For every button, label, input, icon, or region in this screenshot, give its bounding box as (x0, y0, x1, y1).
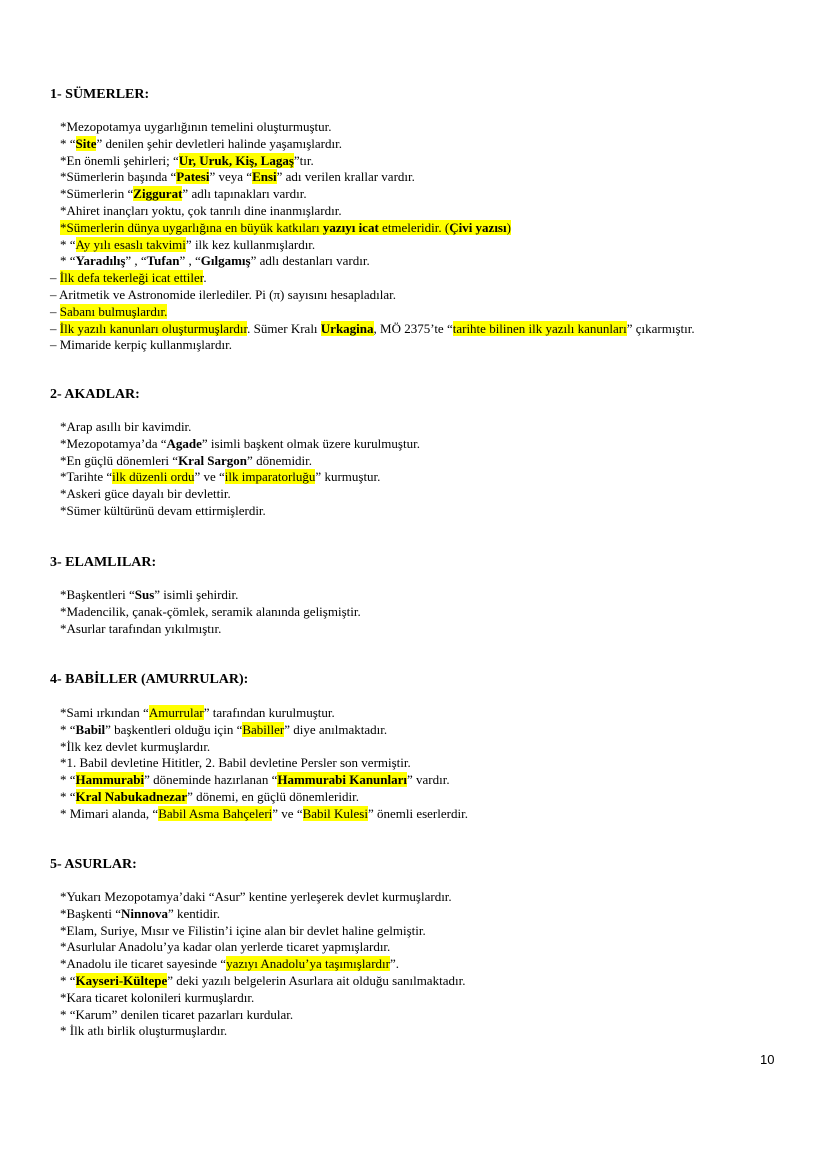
text-segment: ” , “ (125, 253, 147, 269)
text-segment: ” çıkarmıştır. (626, 320, 695, 336)
bullet-list-item (60, 587, 238, 604)
bullet-list-item (60, 1007, 293, 1024)
highlighted-text: Ensi (252, 169, 277, 185)
highlighted-text: Amurrular (148, 705, 204, 720)
bullet-list-item (60, 136, 342, 153)
text-segment: *Asurlular Anadolu’ya kadar olan yerlerde ticaret yapmışlardır. (60, 939, 391, 955)
text-segment: *Arap asıllı bir kavimdir. (60, 419, 192, 434)
highlighted-text: Kayseri-Kültepe (75, 973, 168, 988)
bullet-list-item (60, 503, 266, 520)
page-number: 10 (760, 1052, 775, 1067)
bullet-list-item (60, 153, 314, 170)
text-segment: *Madencilik, çanak-çömlek, seramik alanında gelişmiştir. (60, 603, 361, 619)
bullet-list-item (60, 956, 399, 973)
bullet-list-item (60, 253, 370, 270)
bullet-list-item (60, 169, 415, 186)
highlighted-text: yazıyı Anadolu’ya taşımışlardır (226, 956, 390, 972)
bullet-list-item (60, 1023, 227, 1040)
text-segment: ” adı verilen krallar vardır. (276, 169, 415, 185)
bullet-list-item (60, 889, 452, 906)
bold-text: Agade (166, 435, 202, 451)
bold-text: Kral Sargon (178, 452, 248, 468)
text-segment: *Kara ticaret kolonileri kurmuşlardır. (60, 989, 255, 1005)
text-segment: * “ (60, 253, 76, 269)
highlighted-text: Ziggurat (133, 186, 183, 202)
dash-list-item (50, 321, 695, 338)
bullet-list-item (60, 203, 342, 220)
text-segment: * “ (60, 772, 76, 788)
text-segment: ” ilk kez kullanmışlardır. (185, 236, 316, 252)
text-segment: * “ (60, 236, 76, 252)
text-segment: ” önemli eserlerdir. (367, 805, 468, 821)
highlighted-text: Babiller (242, 721, 285, 737)
highlighted-text: İlk yazılı kanunları oluşturmuşlardır (59, 320, 248, 336)
bullet-list-item (60, 419, 191, 436)
text-segment: ” tarafından kurulmuştur. (203, 705, 335, 720)
text-segment: *Tarihte “ (60, 469, 113, 485)
text-segment: – Mimaride kerpiç kullanmışlardır. (50, 337, 232, 353)
text-segment: ” kurmuştur. (315, 469, 381, 485)
bullet-list-item (60, 939, 390, 956)
highlighted-text: tarihte bilinen ilk yazılı kanunları (452, 320, 627, 336)
text-segment: *Sümer kültürünü devam ettirmişlerdir. (60, 503, 266, 518)
text-segment: * “ (60, 789, 76, 804)
text-segment: *Mezopotamya uygarlığının temelini oluşturmuştur. (60, 119, 332, 134)
bullet-list-item (60, 186, 307, 203)
text-segment: , MÖ 2375’te “ (373, 320, 453, 336)
text-segment: * İlk atlı birlik oluşturmuşlardır. (60, 1023, 228, 1039)
text-segment: – Aritmetik ve Astronomide ilerlediler. Pi (π) sayısını hesapladılar. (50, 287, 396, 302)
text-segment: ” ve “ (272, 805, 303, 821)
text-segment: ” isimli şehirdir. (154, 587, 239, 602)
text-segment: ” dönemidir. (247, 452, 313, 468)
text-segment: *Elam, Suriye, Mısır ve Filistin’i içine alan bir devlet haline gelmiştir. (60, 922, 426, 938)
text-segment: *1. Babil devletine Hititler, 2. Babil devletine Persler son vermiştir. (60, 755, 411, 771)
text-segment: – (50, 320, 60, 336)
highlighted-text: Babil Kulesi (302, 805, 368, 821)
text-segment: ”tır. (293, 152, 314, 168)
text-segment: – (50, 303, 60, 319)
text-segment: * Mimari alanda, “ (60, 805, 159, 821)
section-title: 4- BABİLLER (AMURRULAR): (50, 672, 249, 687)
text-segment: . (203, 270, 207, 286)
highlighted-text: Sabanı bulmuşlardır. (59, 303, 168, 319)
highlighted-text: Kral Nabukadnezar (75, 789, 188, 804)
text-segment: *Anadolu ile ticaret sayesinde “ (60, 956, 227, 972)
text-segment: ” dönemi, en güçlü dönemleridir. (187, 789, 359, 804)
bullet-list-item (60, 119, 332, 136)
highlighted-text: etmeleridir. ( (378, 219, 450, 235)
bold-text: Yaradılış (75, 253, 126, 269)
text-segment: *Sümerlerin “ (60, 186, 134, 202)
bullet-list-item (60, 436, 420, 453)
highlighted-text: İlk defa tekerleği icat ettiler (59, 270, 204, 286)
section-title: 2- AKADLAR: (50, 387, 140, 402)
text-segment: ” başkentleri olduğu için “ (105, 721, 243, 737)
bullet-list-item (60, 621, 221, 638)
dash-list-item (50, 337, 232, 354)
bullet-list-item (60, 453, 312, 470)
bullet-list-item (60, 923, 426, 940)
text-segment: . Sümer Kralı (247, 320, 321, 336)
text-segment: ” kentidir. (167, 905, 220, 921)
text-segment: ” denilen şehir devletleri halinde yaşamışlardır. (96, 135, 342, 151)
bullet-list-item (60, 220, 511, 237)
text-segment: ”. (389, 956, 399, 972)
highlighted-text: Ur, Uruk, Kiş, Lagaş (178, 152, 294, 168)
text-segment: *En önemli şehirleri; “ (60, 152, 179, 168)
section-title: 1- SÜMERLER: (50, 87, 150, 102)
text-segment: ” , “ (179, 253, 201, 269)
text-segment: *Başkenti “ (60, 905, 122, 921)
text-segment: *Askeri güce dayalı bir devlettir. (60, 486, 231, 502)
highlighted-text: ilk düzenli ordu (112, 469, 195, 485)
text-segment: ” isimli başkent olmak üzere kurulmuştur. (201, 435, 420, 451)
highlighted-text: Babil Asma Bahçeleri (158, 805, 273, 821)
highlighted-text: Çivi yazısı (449, 219, 507, 235)
text-segment: *Asurlar tarafından yıkılmıştır. (60, 620, 222, 636)
bold-text: Tufan (146, 253, 180, 269)
highlighted-text: Hammurabi Kanunları (277, 772, 408, 788)
bullet-list-item (60, 705, 335, 722)
text-segment: *Ahiret inançları yoktu, çok tanrılı dine inanmışlardır. (60, 203, 342, 218)
text-segment: ” deki yazılı belgelerin Asurlara ait olduğu sanılmaktadır. (167, 973, 466, 988)
bullet-list-item (60, 806, 468, 823)
highlighted-text: Urkagina (320, 320, 374, 336)
bold-text: Babil (75, 721, 106, 737)
bullet-list-item (60, 722, 387, 739)
text-segment: ” veya “ (209, 169, 253, 185)
bold-text: Sus (134, 587, 155, 602)
text-segment: ” vardır. (407, 772, 450, 788)
bullet-list-item (60, 789, 359, 806)
text-segment: * “ (60, 721, 76, 737)
dash-list-item (50, 287, 396, 304)
text-segment: ” diye anılmaktadır. (284, 721, 388, 737)
bold-text: Gılgamış (200, 253, 251, 269)
bullet-list-item (60, 772, 450, 789)
text-segment: *En güçlü dönemleri “ (60, 452, 179, 468)
highlighted-text: ) (506, 219, 511, 235)
bullet-list-item (60, 973, 465, 990)
bullet-list-item (60, 739, 210, 756)
dash-list-item (50, 270, 207, 287)
text-segment: * “Karum” denilen ticaret pazarları kurdular. (60, 1006, 294, 1022)
text-segment: *Sami ırkından “ (60, 705, 149, 720)
bullet-list-item (60, 604, 361, 621)
text-segment: * “ (60, 135, 76, 151)
highlighted-text: Site (75, 135, 97, 151)
text-segment: ” adlı tapınakları vardır. (182, 186, 307, 202)
text-segment: *Yukarı Mezopotamya’daki “Asur” kentine yerleşerek devlet kurmuşlardır. (60, 889, 452, 904)
text-segment: ” döneminde hazırlanan “ (144, 772, 278, 788)
bullet-list-item (60, 469, 380, 486)
highlighted-text: ilk imparatorluğu (224, 469, 316, 485)
highlighted-text: *Sümerlerin dünya uygarlığına en büyük katkıları (60, 219, 323, 235)
bullet-list-item (60, 237, 315, 254)
text-segment: ” adlı destanları vardır. (250, 253, 370, 269)
bold-text: Ninnova (121, 905, 168, 921)
text-segment: *İlk kez devlet kurmuşlardır. (60, 738, 211, 754)
text-segment: ” ve “ (194, 469, 225, 485)
text-segment: *Başkentleri “ (60, 587, 135, 602)
bullet-list-item (60, 755, 411, 772)
text-segment: *Mezopotamya’da “ (60, 435, 167, 451)
text-segment: *Sümerlerin başında “ (60, 169, 177, 185)
text-segment: – (50, 270, 60, 286)
highlighted-text: Ay yılı esaslı takvimi (75, 236, 186, 252)
highlighted-text: yazıyı icat (322, 219, 379, 235)
section-title: 5- ASURLAR: (50, 857, 137, 872)
text-segment: * “ (60, 973, 76, 988)
bullet-list-item (60, 906, 220, 923)
bullet-list-item (60, 486, 231, 503)
dash-list-item (50, 304, 167, 321)
highlighted-text: Patesi (176, 169, 210, 185)
highlighted-text: Hammurabi (75, 772, 145, 788)
bullet-list-item (60, 990, 254, 1007)
section-title: 3- ELAMLILAR: (50, 555, 157, 570)
